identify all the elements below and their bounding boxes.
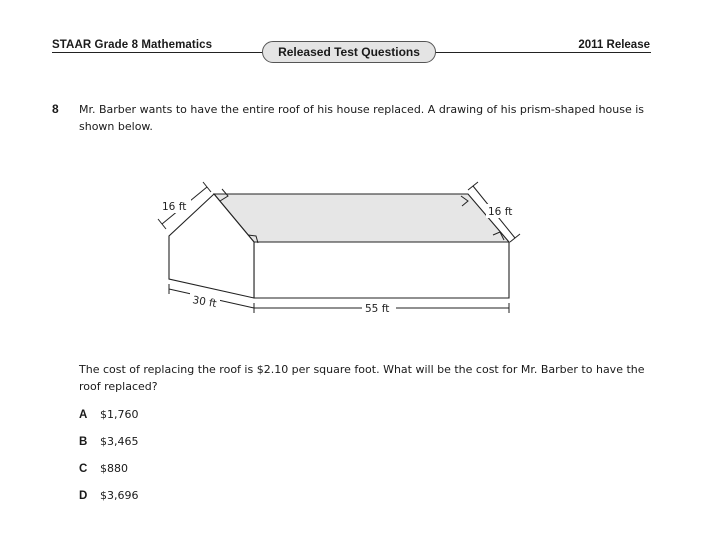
choice-letter: C bbox=[79, 463, 88, 475]
side-wall bbox=[254, 242, 509, 298]
dimension-label-length: 55 ft bbox=[365, 303, 390, 315]
dimension-tick bbox=[510, 234, 520, 242]
dimension-label-roof-right: 16 ft bbox=[488, 206, 513, 218]
answer-choice-c[interactable] bbox=[79, 462, 128, 475]
choice-text: $3,465 bbox=[100, 435, 139, 448]
header-center-pill: Released Test Questions bbox=[262, 41, 436, 63]
roof-plane bbox=[214, 194, 509, 242]
question-text: Mr. Barber wants to have the entire roof of his house replaced. A drawing of his prism-shaped house is shown below. bbox=[79, 103, 645, 133]
choice-text: $3,696 bbox=[100, 489, 139, 502]
dimension-label-roof-left: 16 ft bbox=[162, 201, 187, 213]
choice-text: $1,760 bbox=[100, 408, 139, 421]
dimension-tick bbox=[203, 182, 211, 192]
header-left-title: STAAR Grade 8 Mathematics bbox=[52, 39, 213, 51]
dimension-tick bbox=[158, 219, 166, 229]
answer-choice-d[interactable] bbox=[79, 489, 139, 502]
answer-choice-b[interactable] bbox=[79, 435, 139, 448]
choice-text: $880 bbox=[100, 462, 128, 475]
choice-letter: A bbox=[79, 409, 88, 421]
dimension-tick bbox=[468, 182, 478, 190]
header-release-label: 2011 Release bbox=[578, 39, 650, 51]
answer-choice-a[interactable] bbox=[79, 408, 139, 421]
question-number: 8 bbox=[52, 102, 59, 116]
question-prompt: The cost of replacing the roof is $2.10 per square foot. What will be the cost for Mr. Barber to have the roof replaced? bbox=[79, 363, 645, 393]
dimension-label-width: 30 ft bbox=[191, 294, 218, 311]
choice-letter: B bbox=[79, 436, 88, 448]
choice-letter: D bbox=[79, 490, 88, 502]
